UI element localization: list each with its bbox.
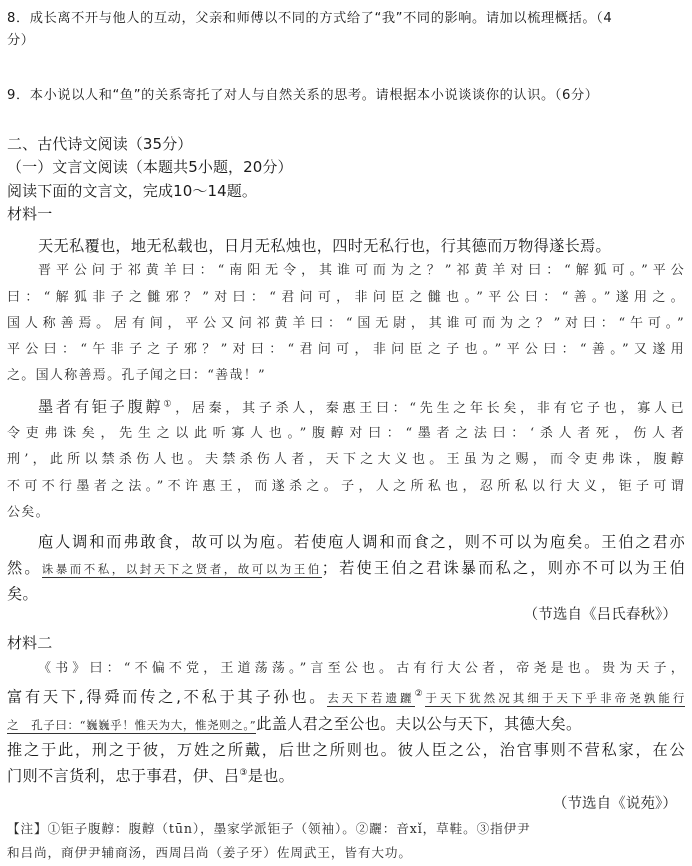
material1-source: （节选自《吕氏春秋》） xyxy=(523,607,677,623)
material1-p3-rest: ，居秦，其子杀人，秦惠王曰：“先生之年长矣，非有它子也，寡人已 xyxy=(175,401,685,416)
material1-p4-line2-end: ；若使王伯之君诛暴而私之，则亦不可以为王伯 xyxy=(321,559,685,577)
material1-p3-char: 䵍 xyxy=(145,398,164,416)
notes-line1: 【注】①钜子腹䵍：腹䵍（tūn），墨家学派钜子（领袖）。②躧：音xǐ，草鞋。③指伊尹 xyxy=(7,821,531,836)
material1-p3-start: 墨者有钜子腹 xyxy=(38,398,146,416)
material1-p3-line2: 令吏弗诛矣，先生之以此听寡人也。”腹䵍对曰：“墨者之法曰：‘杀人者死，伤人者 xyxy=(7,426,685,441)
material1-p3-line1 xyxy=(38,396,685,420)
material1-label: 材料一 xyxy=(7,205,53,223)
material1-p2-line4: 平公曰：“午非子之子邪？”对曰：“君问可，非问臣之子也。”平公曰：“善。”又遂用 xyxy=(7,342,685,357)
material2-line2 xyxy=(7,686,685,709)
material1-paragraph1: 天无私覆也，地无私载也，日月无私烛也，四时无私行也，行其德而万物得遂长焉。 xyxy=(38,237,612,255)
material2-line1: 《书》曰：“不偏不党，王道荡荡。”言至公也。古有行大公者，帝尧是也。贵为天子， xyxy=(38,661,685,676)
section-subtitle: （一）文言文阅读（本题共5小题，20分） xyxy=(7,158,293,176)
material1-p2-line1: 晋平公问于祁黄羊曰：“南阳无令，其谁可而为之？”祁黄羊对曰：“解狐可。”平公 xyxy=(38,263,685,278)
question-9: 9．本小说以人和“鱼”的关系寄托了对人与自然关系的思考。请根据本小说谈谈你的认识。（6分） xyxy=(7,88,599,103)
section-title: 二、古代诗文阅读（35分） xyxy=(7,135,193,153)
note-marker-3: ③ xyxy=(239,767,248,778)
material1-p2-line3: 国人称善焉。居有间，平公又问祁黄羊曰：“国无尉，其谁可而为之？”对曰：“午可。” xyxy=(7,316,685,331)
material2-source: （节选自《说苑》） xyxy=(552,796,677,812)
material1-p3-line3: 刑’，此所以禁杀伤人也。夫禁杀伤人者，天下之大义也。王虽为之赐，而令吏弗诛，腹䵍 xyxy=(7,452,685,467)
material2-label: 材料二 xyxy=(7,634,53,652)
underlined-sentence-1: 诛暴而不私，以封天下之贤者，故可以为王伯 xyxy=(41,562,322,576)
underlined-sentence-2c: 之 孔子曰：“巍巍乎！惟天为大，惟尧则之。” xyxy=(7,718,257,732)
material1-p3-line5: 公矣。 xyxy=(7,505,50,520)
material1-p2-line2: 曰：“解狐非子之雠邪？”对曰：“君问可，非问臣之雠也。”平公曰：“善。”遂用之。 xyxy=(7,290,685,305)
material2-line5-end: 是也。 xyxy=(247,767,295,785)
notes-line2: 和吕尚，商伊尹辅商汤，西周吕尚（姜子牙）佐周武王，皆有大功。 xyxy=(7,845,412,860)
material2-line3 xyxy=(7,713,685,736)
material1-p3-line4: 不可不行墨者之法。”不许惠王，而遂杀之。子，人之所私也，忍所私以行大义，钜子可谓 xyxy=(7,479,685,494)
material1-p4-line2 xyxy=(7,557,685,580)
section-instruction: 阅读下面的文言文，完成10～14题。 xyxy=(7,182,257,200)
material1-p4-line2-start: 然。 xyxy=(7,559,42,577)
underlined-sentence-2b: 于天下犹然况其细于天下乎非帝尧孰能行 xyxy=(425,691,685,705)
note-marker-1: ① xyxy=(163,399,176,410)
underlined-sentence-2a: 去天下若遗躧 xyxy=(327,691,415,705)
material2-line3-end: 此盖人君之至公也。夫以公与天下，其德大矣。 xyxy=(256,715,582,733)
note-marker-2: ② xyxy=(414,688,426,699)
material2-line4: 推之于此，刑之于彼，万姓之所戴，后世之所则也。彼人臣之公，治官事则不营私家，在公 xyxy=(7,741,685,759)
material2-line5 xyxy=(7,765,685,787)
material2-line5-start: 门则不言货利，忠于事君，伊、吕 xyxy=(7,767,240,785)
material2-line2-start: 富有天下,得舜而传之,不私于其子孙也。 xyxy=(7,688,328,706)
material1-p4-line3: 矣。 xyxy=(7,585,38,603)
material1-p4-line1: 庖人调和而弗敢食，故可以为庖。若使庖人调和而食之，则不可以为庖矣。王伯之君亦 xyxy=(38,533,685,551)
material1-p2-line5: 之。国人称善焉。孔子闻之曰：“善哉！” xyxy=(7,368,266,383)
question-8-line2: 分） xyxy=(7,33,35,48)
question-8-line1: 8．成长离不开与他人的互动，父亲和师傅以不同的方式给了“我”不同的影响。请加以梳理概括。（4 xyxy=(7,11,613,26)
